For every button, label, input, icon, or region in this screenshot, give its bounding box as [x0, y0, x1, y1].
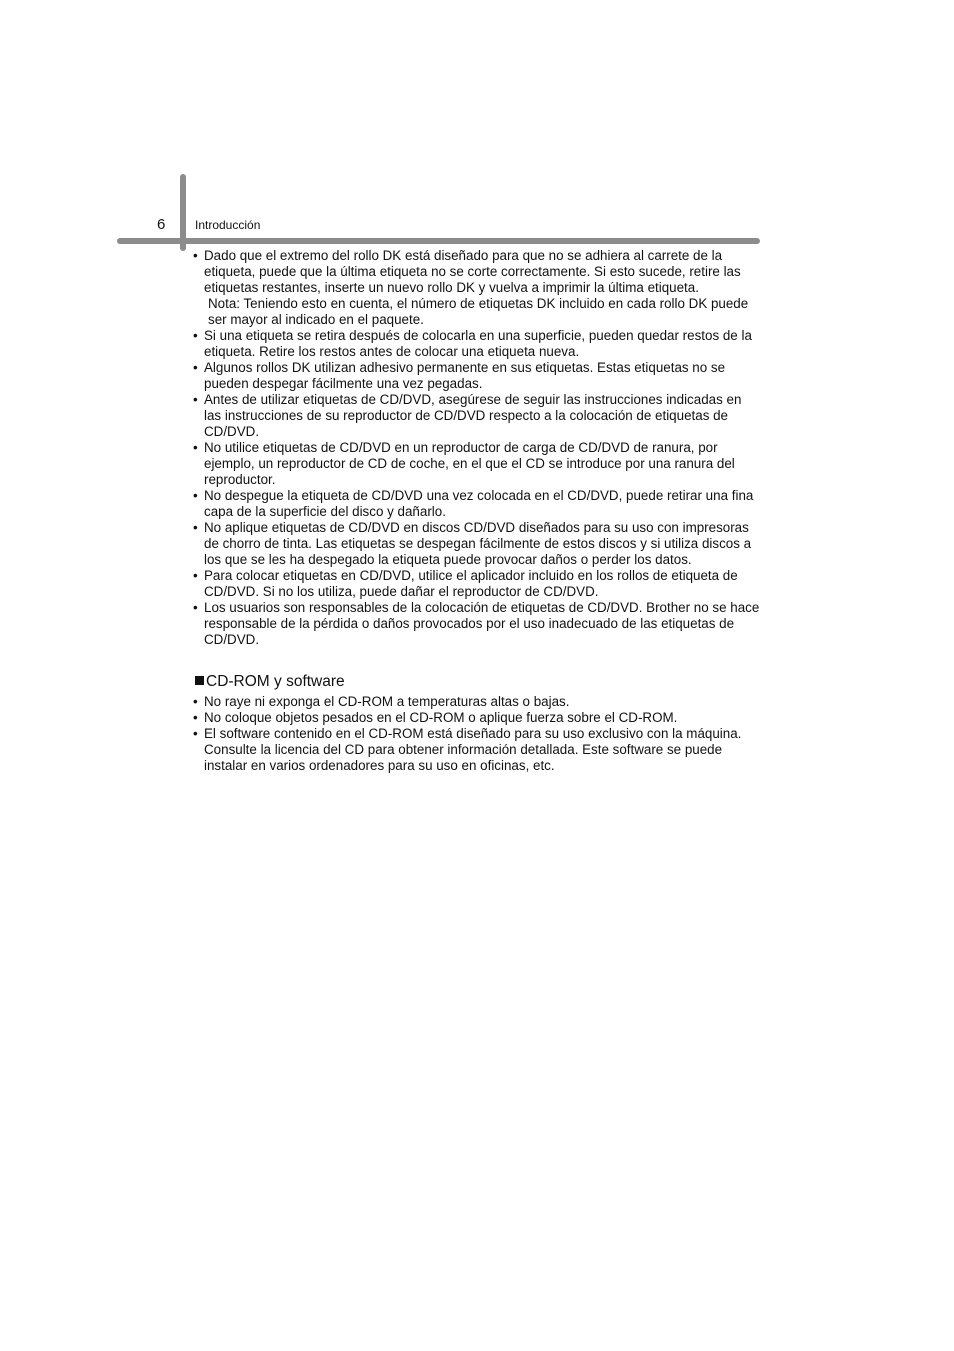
list-item-text: Para colocar etiquetas en CD/DVD, utilice el aplicador incluido en los rollos de etiqueta de CD/DVD. Si no los utiliza, puede dañar el reproductor de CD/DVD.	[204, 568, 738, 599]
list-item	[193, 392, 761, 440]
list-item	[193, 520, 761, 568]
list-item	[193, 568, 761, 600]
list-item	[193, 710, 761, 726]
list-item	[193, 694, 761, 710]
list-item-note: Nota: Teniendo esto en cuenta, el número de etiquetas DK incluido en cada rollo DK puede ser mayor al indicado en el paquete.	[208, 296, 749, 327]
page-number: 6	[157, 216, 166, 233]
chapter-title: Introducción	[195, 218, 261, 232]
list-item-text: Dado que el extremo del rollo DK está diseñado para que no se adhiera al carrete de la etiqueta, puede que la última etiqueta no se corte correctamente. Si esto sucede, retire las etiquetas restantes, inserte un nuevo rollo DK y vuelva a imprimir la última etiqueta.	[204, 248, 741, 295]
list-item	[193, 600, 761, 648]
list-item-text: Antes de utilizar etiquetas de CD/DVD, asegúrese de seguir las instrucciones indicadas en las instrucciones de su reproductor de CD/DVD respecto a la colocación de etiquetas de CD/DVD.	[204, 392, 742, 439]
list-item	[193, 248, 761, 328]
precautions-list	[193, 248, 761, 648]
list-item	[193, 488, 761, 520]
list-item-text: No aplique etiquetas de CD/DVD en discos CD/DVD diseñados para su uso con impresoras de chorro de tinta. Las etiquetas se despegan fácilmente de estos discos y si utiliza discos a los que se les ha despegado la etiqueta puede provocar daños o perder los datos.	[204, 520, 752, 567]
list-item-text: No coloque objetos pesados en el CD-ROM o aplique fuerza sobre el CD-ROM.	[204, 710, 678, 725]
list-item	[193, 328, 761, 360]
header-horizontal-rule	[117, 238, 760, 244]
list-item	[193, 726, 761, 774]
list-item	[193, 360, 761, 392]
list-item-text: No raye ni exponga el CD-ROM a temperaturas altas o bajas.	[204, 694, 570, 709]
list-item-text: No utilice etiquetas de CD/DVD en un reproductor de carga de CD/DVD de ranura, por ejemplo, un reproductor de CD de coche, en el que el CD se introduce por una ranura del reproductor.	[204, 440, 735, 487]
list-item-text: El software contenido en el CD-ROM está diseñado para su uso exclusivo con la máquina. Consulte la licencia del CD para obtener información detallada. Este software se puede instalar en varios ordenadores para su uso en oficinas, etc.	[204, 726, 742, 773]
section-heading-text: CD-ROM y software	[206, 673, 345, 690]
list-item-text: Los usuarios son responsables de la colocación de etiquetas de CD/DVD. Brother no se hace responsable de la pérdida o daños provocados por el uso inadecuado de las etiquetas de CD/DVD.	[204, 600, 760, 647]
list-item-text: Si una etiqueta se retira después de colocarla en una superficie, pueden quedar restos de la etiqueta. Retire los restos antes de colocar una etiqueta nueva.	[204, 328, 752, 359]
list-item-text: No despegue la etiqueta de CD/DVD una vez colocada en el CD/DVD, puede retirar una fina capa de la superficie del disco y dañarlo.	[204, 488, 754, 519]
list-item-text: Algunos rollos DK utilizan adhesivo permanente en sus etiquetas. Estas etiquetas no se pueden despegar fácilmente una vez pegadas.	[204, 360, 726, 391]
cdrom-list	[193, 694, 761, 774]
square-bullet-icon	[195, 676, 204, 685]
section-heading	[195, 673, 345, 691]
list-item	[193, 440, 761, 488]
